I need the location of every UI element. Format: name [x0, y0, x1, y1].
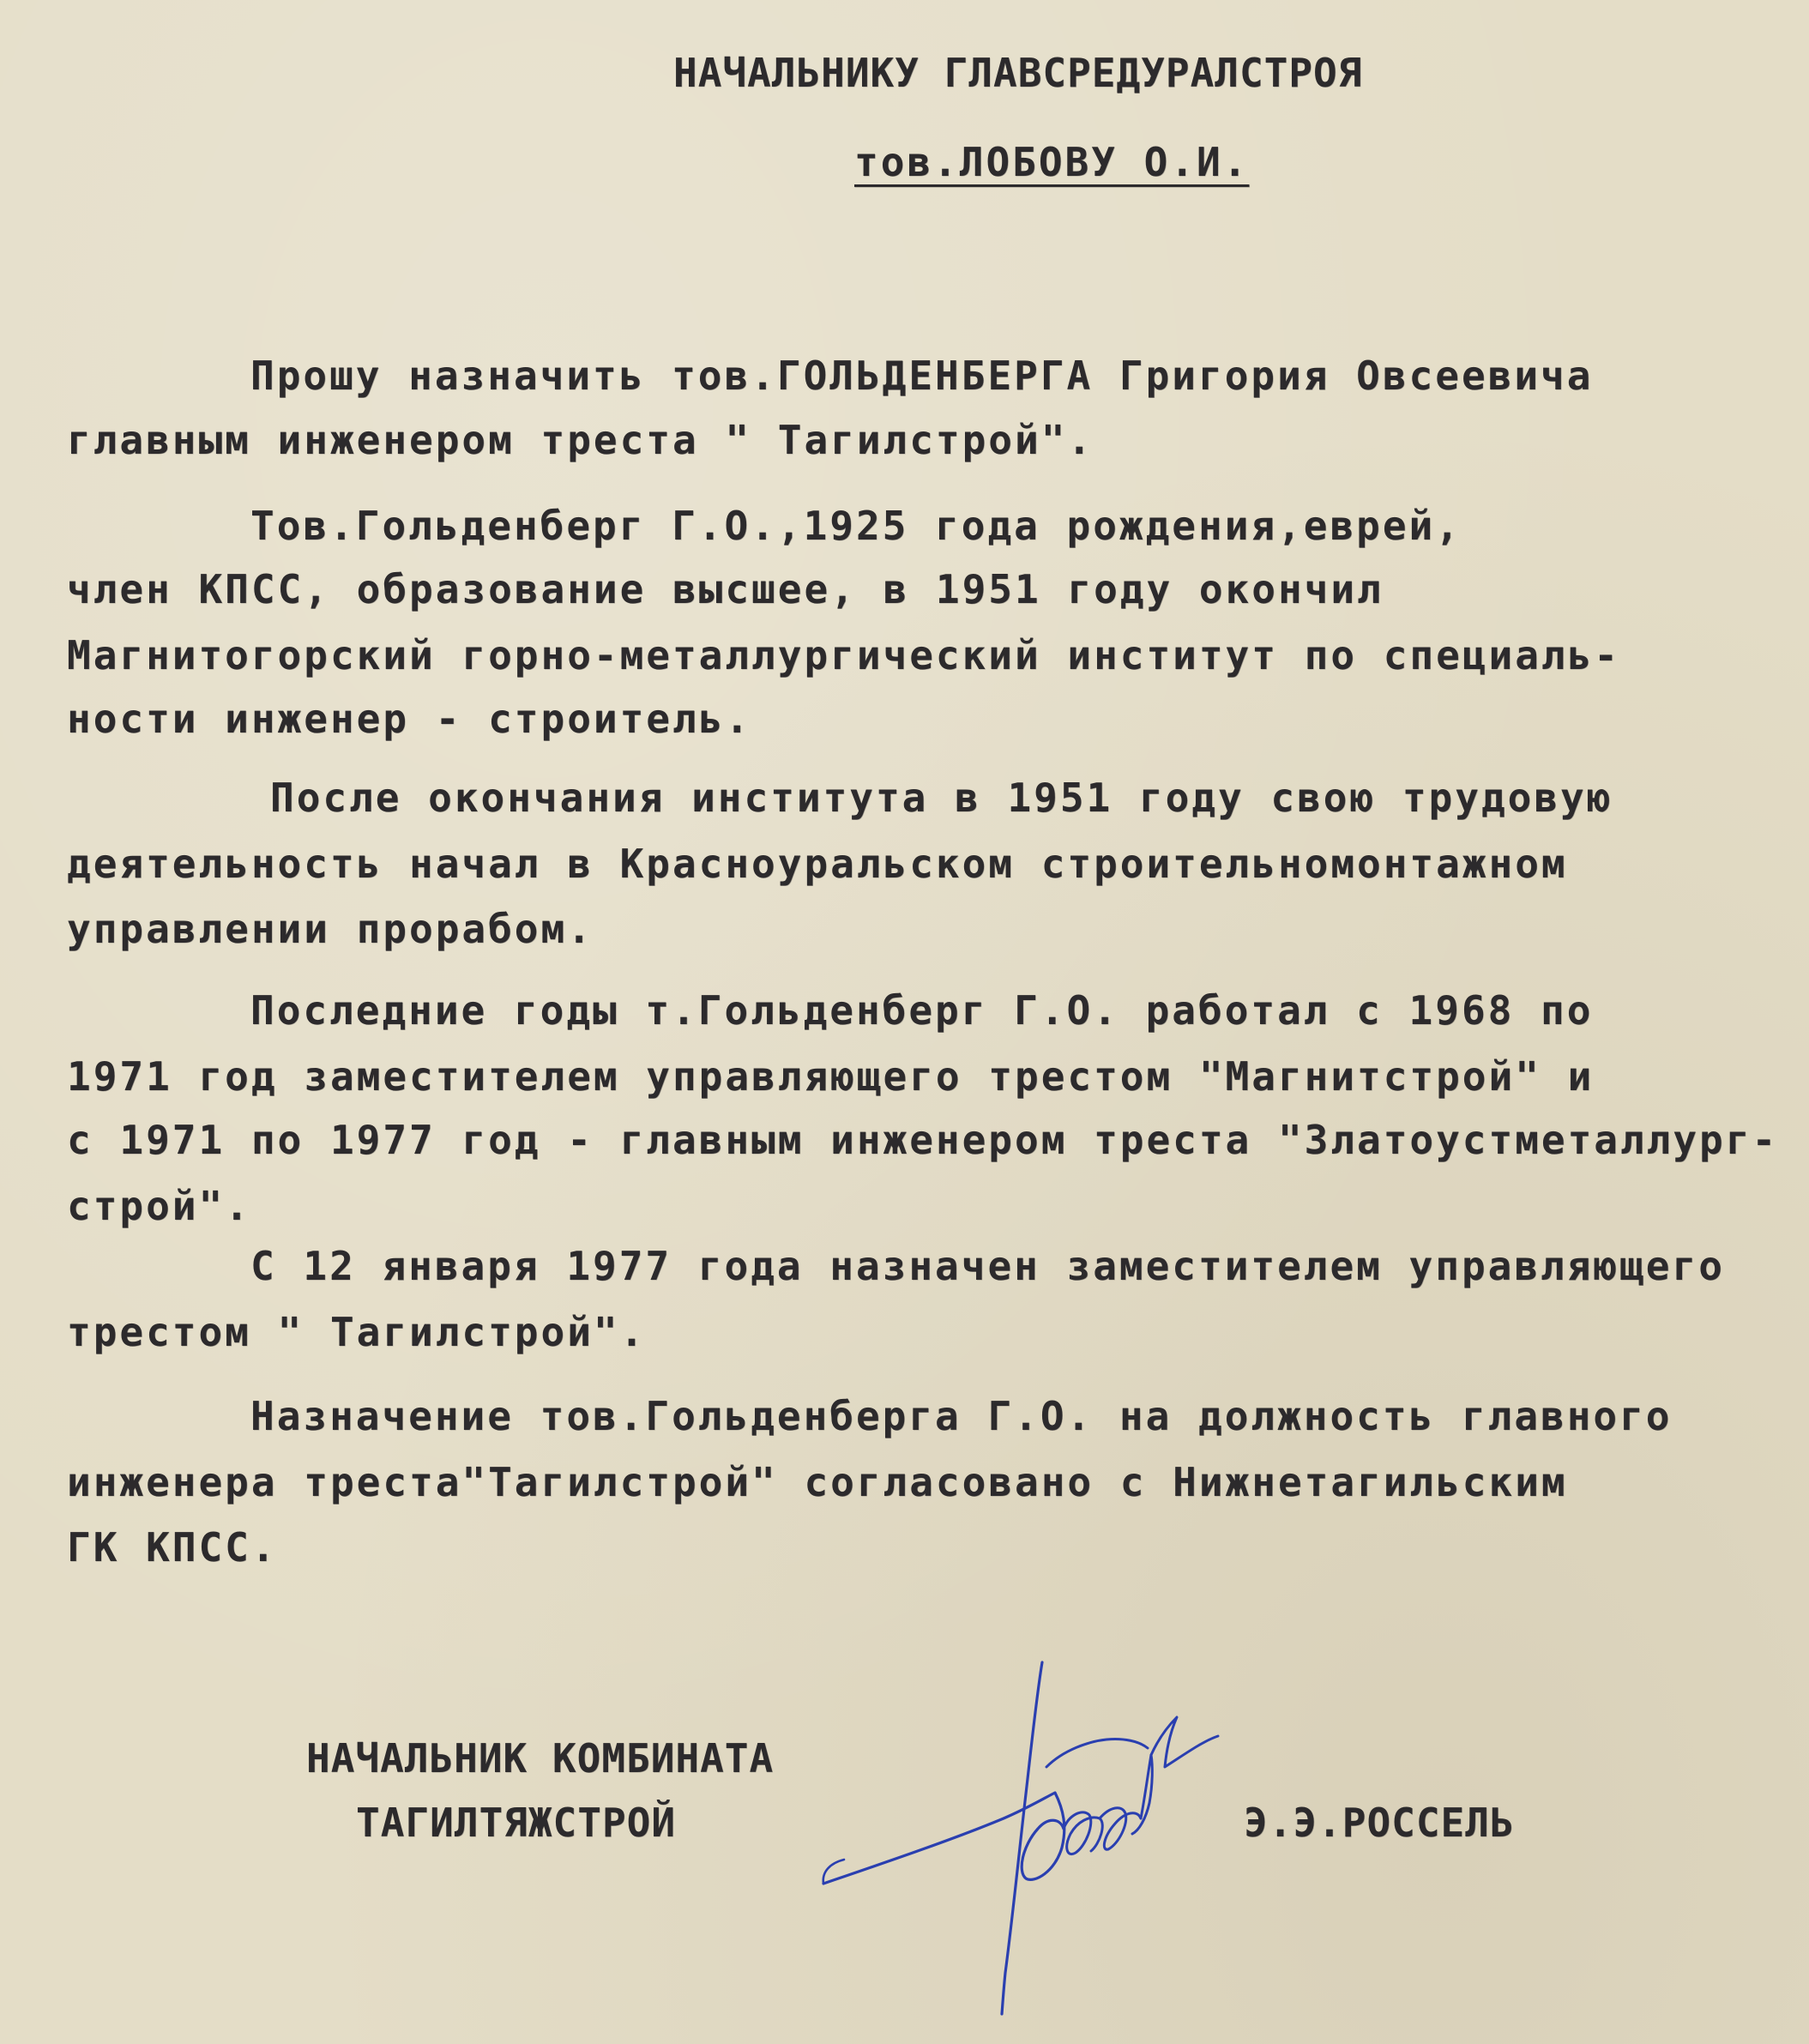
paragraph-line: Назначение тов.Гольденберга Г.О. на должность главного: [250, 1393, 1673, 1439]
paragraph-line: С 12 января 1977 года назначен заместителем управляющего: [250, 1243, 1725, 1289]
paragraph-line: 1971 год заместителем управляющего трестом "Магнитстрой" и: [67, 1053, 1595, 1100]
paragraph-line: Магнитогорский горно-металлургический институт по специаль-: [67, 632, 1620, 678]
paragraph-line: трестом " Тагилстрой".: [67, 1309, 647, 1355]
paragraph-line: Тов.Гольденберг Г.О.,1925 года рождения,еврей,: [250, 503, 1462, 549]
paragraph-line: деятельность начал в Красноуральском строительномонтажном: [67, 841, 1568, 887]
paragraph-line: ГК КПСС.: [67, 1524, 278, 1571]
paragraph-line: Последние годы т.Гольденберг Г.О. работал с 1968 по: [250, 987, 1594, 1034]
paragraph-line: ности инженер - строитель.: [67, 696, 752, 742]
handwritten-signature: [806, 1647, 1287, 2024]
addressee-name: тов.ЛОБОВУ О.И.: [854, 139, 1250, 185]
paragraph-line: Прошу назначить тов.ГОЛЬДЕНБЕРГА Григория Овсеевича: [250, 353, 1594, 399]
signer-title-line2: ТАГИЛТЯЖСТРОЙ: [356, 1800, 677, 1846]
paragraph-line: После окончания института в 1951 году свою трудовую: [270, 775, 1613, 821]
paragraph-line: с 1971 по 1977 год - главным инженером треста "Златоустметаллург-: [67, 1117, 1779, 1163]
signer-title-line1: НАЧАЛЬНИК КОМБИНАТА: [306, 1735, 775, 1782]
signer-name: Э.Э.РОССЕЛЬ: [1244, 1800, 1515, 1846]
addressee-title: НАЧАЛЬНИКУ ГЛАВСРЕДУРАЛСТРОЯ: [673, 50, 1363, 96]
paragraph-line: главным инженером треста " Тагилстрой".: [67, 417, 1094, 463]
paragraph-line: строй".: [67, 1183, 251, 1229]
paragraph-line: инженера треста"Тагилстрой" согласовано с Нижнетагильским: [67, 1459, 1568, 1505]
paragraph-line: управлении прорабом.: [67, 906, 594, 952]
paragraph-line: член КПСС, образование высшее, в 1951 году окончил: [67, 566, 1384, 612]
